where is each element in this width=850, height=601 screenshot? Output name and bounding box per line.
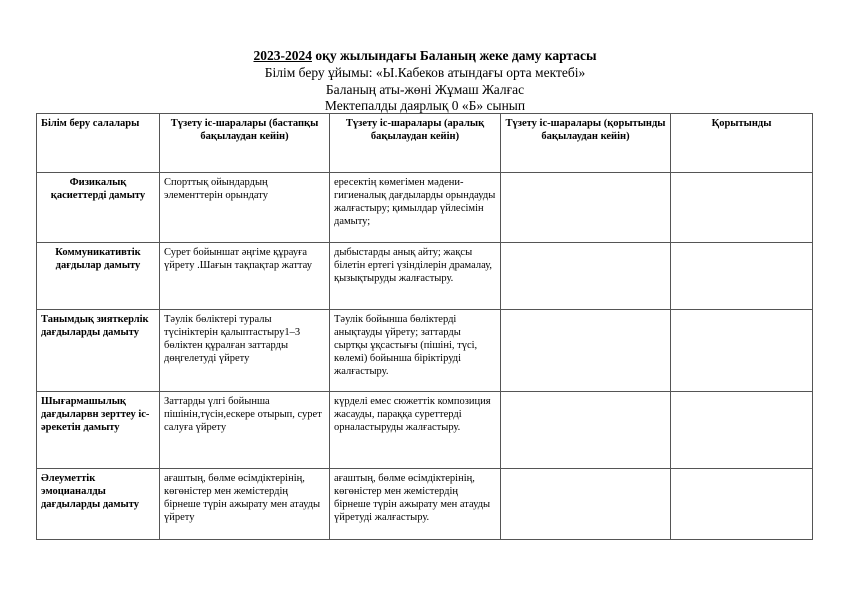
header-areas: Білім беру салалары bbox=[37, 114, 160, 173]
development-card-table bbox=[36, 113, 813, 540]
table-row bbox=[37, 392, 813, 469]
table-row bbox=[37, 469, 813, 540]
intermediate-cell: ағаштың, бөлме өсімдіктерінің, көгөністер мен жемістердің бірнеше түрін ажырату мен атауды үйретуді жалғастыру. bbox=[330, 469, 501, 540]
final-cell bbox=[501, 392, 671, 469]
area-cell: Шығармашылық дағдыларвн зерттеу іс-әрекетін дамыту bbox=[37, 392, 160, 469]
initial-cell: ағаштың, бөлме өсімдіктерінің, көгөністер мен жемістердің бірнеше түрін ажырату мен атауды үйрету bbox=[160, 469, 330, 540]
result-cell bbox=[671, 243, 813, 310]
table-header-row bbox=[37, 114, 813, 173]
header-intermediate: Түзету іс-шаралары (аралық бақылаудан кейін) bbox=[330, 114, 501, 173]
intermediate-cell: Тәулік бойынша бөліктерді анықтауды үйрету; заттарды сыртқы ұқсастығы (пішіні, түсі, көлемі) бойынша біріктіруді жалғастыру. bbox=[330, 310, 501, 392]
initial-cell: Заттарды үлгі бойынша пішінін,түсін,ескере отырып, сурет салуға үйрету bbox=[160, 392, 330, 469]
header-initial: Түзету іс-шаралары (бастапқы бақылаудан кейін) bbox=[160, 114, 330, 173]
title-text: оқу жылындағы Баланың жеке даму картасы bbox=[311, 48, 597, 63]
table-row bbox=[37, 310, 813, 392]
area-cell: Танымдық зияткерлік дағдыларды дамыту bbox=[37, 310, 160, 392]
result-cell bbox=[671, 392, 813, 469]
final-cell bbox=[501, 469, 671, 540]
initial-cell: Сурет бойыншат әңгіме құрауға үйрету .Шағын тақпақтар жаттау bbox=[160, 243, 330, 310]
area-cell: Физикалық қасиеттерді дамыту bbox=[37, 173, 160, 243]
document-title bbox=[0, 48, 850, 63]
initial-cell: Тәулік бөліктері туралы түсініктерін қалыптастыру1–3 бөліктен құралған заттарды дөңгелетуді үйрету bbox=[160, 310, 330, 392]
final-cell bbox=[501, 310, 671, 392]
intermediate-cell: ересектің көмегімен мәдени-гигиеналық дағдыларды орындауды жалғастыру; қимылдар үйлесімін дамыту; bbox=[330, 173, 501, 243]
area-cell: Әлеуметтік эмоцианалды дағдыларды дамыту bbox=[37, 469, 160, 540]
school-year: 2023-2024 bbox=[253, 48, 312, 63]
intermediate-cell: дыбыстарды анық айту; жақсы білетін ертегі үзінділерін драмалау, қызықтыруды жалғастыру. bbox=[330, 243, 501, 310]
result-cell bbox=[671, 173, 813, 243]
organization-line: Білім беру ұйымы: «Ы.Кабеков атындағы орта мектебі» bbox=[264, 65, 586, 80]
intermediate-cell: күрделі емес сюжеттік композиция жасауды, параққа суреттерді орналастыруды жалғастыру. bbox=[330, 392, 501, 469]
child-name-line: Баланың аты-жөні Жұмаш Жалғас bbox=[325, 82, 525, 97]
area-cell: Коммуникативтік дағдылар дамыту bbox=[37, 243, 160, 310]
header-final: Түзету іс-шаралары (қорытынды бақылаудан кейін) bbox=[501, 114, 671, 173]
table-row bbox=[37, 243, 813, 310]
final-cell bbox=[501, 243, 671, 310]
result-cell bbox=[671, 310, 813, 392]
header-result: Қорытынды bbox=[671, 114, 813, 173]
table-row bbox=[37, 173, 813, 243]
group-line: Мектепалды даярлық 0 «Б» сынып bbox=[324, 98, 526, 113]
result-cell bbox=[671, 469, 813, 540]
final-cell bbox=[501, 173, 671, 243]
initial-cell: Спорттық ойындардың элементтерін орындату bbox=[160, 173, 330, 243]
